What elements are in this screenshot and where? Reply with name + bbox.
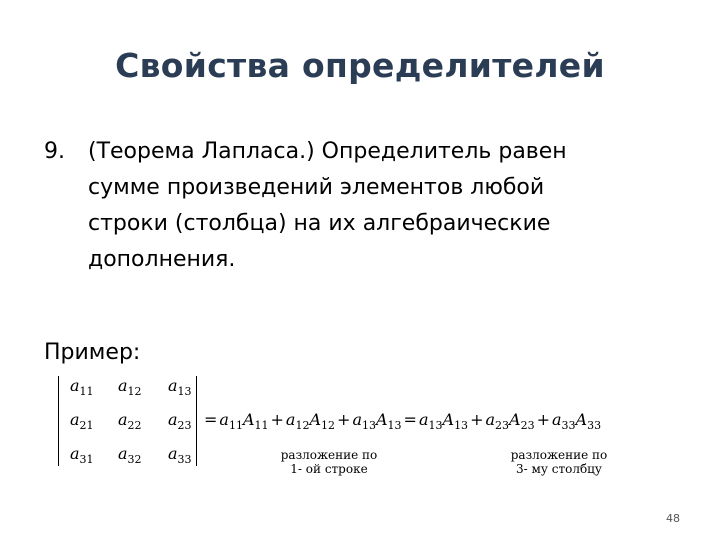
slide-title: Свойства определителей bbox=[115, 46, 605, 85]
caption-line: разложение по bbox=[280, 448, 378, 462]
matrix-element: $a_{22}$ bbox=[118, 410, 142, 433]
caption-line: 1- ой строке bbox=[290, 462, 368, 476]
determinant-right-bar bbox=[196, 376, 197, 466]
item-number: 9. bbox=[44, 139, 65, 164]
matrix-element: $a_{32}$ bbox=[118, 444, 142, 467]
plus-sign: + bbox=[470, 410, 484, 429]
item-line: сумме произведений элементов любой bbox=[88, 175, 545, 200]
matrix-element: $a_{12}$ bbox=[118, 376, 142, 399]
item-line: дополнения. bbox=[88, 247, 236, 272]
expansion-term: $a_{13}A_{13}$ bbox=[352, 410, 402, 433]
expansion-term: $a_{13}A_{13}$ bbox=[418, 410, 469, 433]
expansion-term: $a_{11}A_{11}$ bbox=[219, 410, 269, 433]
matrix-element: $a_{13}$ bbox=[168, 376, 192, 399]
page-number: 48 bbox=[666, 512, 680, 525]
column-expansion-caption bbox=[484, 448, 634, 476]
item-text bbox=[88, 134, 678, 278]
row-expansion-caption bbox=[254, 448, 404, 476]
caption-line: 3- му столбцу bbox=[516, 462, 602, 476]
item-line: строки (столбца) на их алгебраические bbox=[88, 211, 551, 236]
matrix-element: $a_{21}$ bbox=[70, 410, 94, 433]
determinant-example bbox=[58, 372, 688, 502]
determinant-left-bar bbox=[58, 376, 59, 466]
expansion-term: $a_{12}A_{12}$ bbox=[285, 410, 336, 433]
plus-sign: + bbox=[536, 410, 550, 429]
plus-sign: + bbox=[270, 410, 284, 429]
matrix-element: $a_{23}$ bbox=[168, 410, 192, 433]
expansion-term: $a_{23}A_{23}$ bbox=[485, 410, 535, 433]
caption-line: разложение по bbox=[510, 448, 608, 462]
plus-sign: + bbox=[337, 410, 351, 429]
matrix-element: $a_{31}$ bbox=[70, 444, 94, 467]
equals-sign: = bbox=[204, 410, 218, 429]
matrix-element: $a_{33}$ bbox=[168, 444, 192, 467]
example-label: Пример: bbox=[44, 340, 141, 365]
equals-sign: = bbox=[403, 410, 417, 429]
row-expansion-formula bbox=[202, 410, 601, 432]
expansion-term: $a_{33}A_{33}$ bbox=[551, 410, 602, 433]
matrix-element: $a_{11}$ bbox=[70, 376, 94, 399]
item-line: (Теорема Лапласа.) Определитель равен bbox=[88, 139, 567, 164]
